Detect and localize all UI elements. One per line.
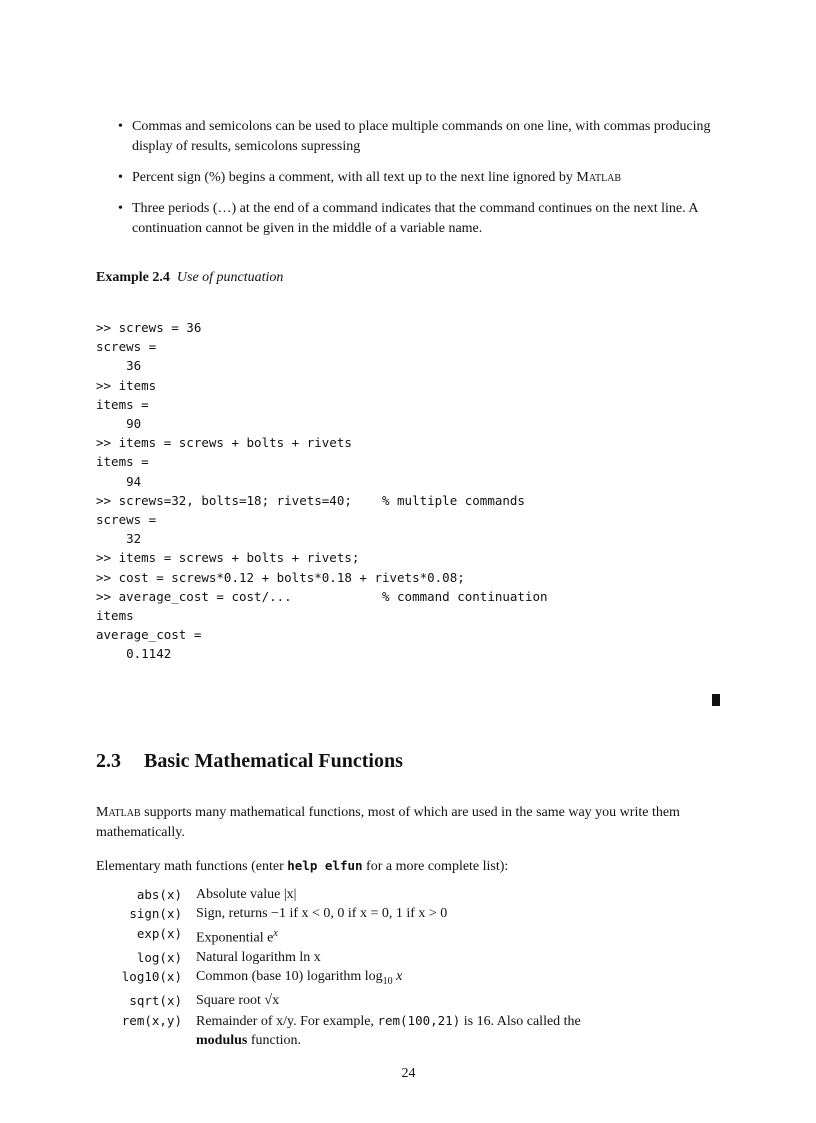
function-description: Sign, returns −1 if x < 0, 0 if x = 0, 1 if x > 0 [196, 906, 448, 922]
section-title: Basic Mathematical Functions [144, 750, 403, 772]
function-name: rem(x,y) [121, 1012, 182, 1028]
log10-subscript: 10 [382, 976, 393, 988]
rem-example-code: rem(100,21) [377, 1012, 461, 1028]
exp-superscript: x [273, 927, 278, 939]
bullet-item: • Percent sign (%) begins a comment, with all text up to the next line ignored by Matlab [118, 170, 622, 185]
code-line: >> screws=32, bolts=18; rivets=40; % multiple commands [96, 492, 525, 508]
code-line: >> average_cost = cost/... % command continuation [96, 588, 548, 604]
code-line: average_cost = [96, 627, 202, 643]
code-line: 94 [126, 473, 142, 489]
code-line: >> items = screws + bolts + rivets [96, 435, 352, 451]
code-line: >> items = screws + bolts + rivets; [96, 550, 360, 566]
code-block [96, 318, 548, 664]
function-name: sign(x) [129, 906, 182, 922]
function-name: log(x) [136, 949, 182, 965]
function-name: log10(x) [121, 969, 182, 985]
function-name: exp(x) [136, 925, 182, 941]
matlab-name: Matlab [576, 170, 622, 185]
function-row [100, 885, 596, 904]
punctuation-bullet-list [96, 117, 721, 250]
elfun-text-post: for a more complete list): [362, 859, 509, 874]
function-row [100, 967, 596, 991]
end-of-example-marker [712, 694, 720, 706]
example-label: Example 2.4 [96, 270, 170, 285]
example-heading [96, 268, 283, 288]
code-line: items = [96, 454, 149, 470]
rem-desc-tail: is 16. Also called the [460, 1013, 581, 1029]
function-description [196, 1011, 596, 1051]
code-line: >> cost = screws*0.12 + bolts*0.18 + rivets*0.08; [96, 569, 465, 585]
page-number: 24 [401, 1066, 416, 1081]
function-row [100, 991, 596, 1010]
function-description: Absolute value |x| [196, 887, 297, 902]
code-line: 32 [126, 531, 142, 547]
bullet-text: Percent sign (%) begins a comment, with all text up to the next line ignored by [132, 170, 577, 185]
function-name: sqrt(x) [129, 993, 182, 1009]
intro-paragraph [96, 803, 721, 843]
function-row [100, 948, 596, 967]
section-heading [96, 750, 403, 773]
code-line: items [96, 608, 134, 624]
rem-desc-text: Remainder of x/y. For example, [196, 1013, 378, 1029]
intro-text: supports many mathematical functions, most of which are used in the same way you write them mathematically. [96, 805, 680, 840]
function-row [100, 924, 596, 948]
bullet-item: • Three periods (…) at the end of a command indicates that the command continues on the next line. A continuation cannot be given in the middle of a variable name. [118, 201, 698, 236]
code-line: items = [96, 396, 149, 412]
function-table [100, 885, 596, 1051]
log10-desc-tail: x [392, 969, 403, 985]
exp-desc-text: Exponential e [196, 930, 274, 946]
elfun-command: help elfun [287, 858, 363, 873]
code-line: 0.1142 [96, 646, 172, 662]
code-line: 36 [126, 358, 142, 374]
function-description [196, 967, 596, 991]
function-row [100, 904, 596, 923]
code-line: screws = [96, 339, 157, 355]
log10-desc-text: Common (base 10) logarithm log [196, 969, 383, 985]
code-line: >> items [96, 377, 157, 393]
bullet-text: Commas and semicolons can be used to place multiple commands on one line, with commas producing display of results, semicolons supressing [132, 119, 711, 154]
bullet-text: Three periods (…) at the end of a command indicates that the command continues on the next line. A continuation cannot be given in the middle of a variable name. [132, 201, 698, 236]
rem-desc-end: function. [247, 1033, 302, 1049]
code-line: >> screws = 36 [96, 320, 202, 335]
function-description: Natural logarithm ln x [196, 949, 321, 965]
function-description [196, 924, 596, 948]
code-line: 90 [126, 416, 142, 432]
bullet-item: • Commas and semicolons can be used to place multiple commands on one line, with commas producing display of results, semicolons supressing [118, 119, 711, 154]
elfun-text-pre: Elementary math functions (enter [96, 859, 288, 874]
code-line: screws = [96, 512, 157, 528]
matlab-name: Matlab [96, 805, 141, 820]
function-description: Square root √x [196, 993, 280, 1009]
section-number: 2.3 [96, 750, 121, 772]
function-row [100, 1011, 596, 1051]
function-name: abs(x) [136, 887, 182, 902]
modulus-term: modulus [196, 1033, 248, 1049]
example-title: Use of punctuation [176, 270, 284, 285]
elfun-paragraph [96, 856, 721, 877]
